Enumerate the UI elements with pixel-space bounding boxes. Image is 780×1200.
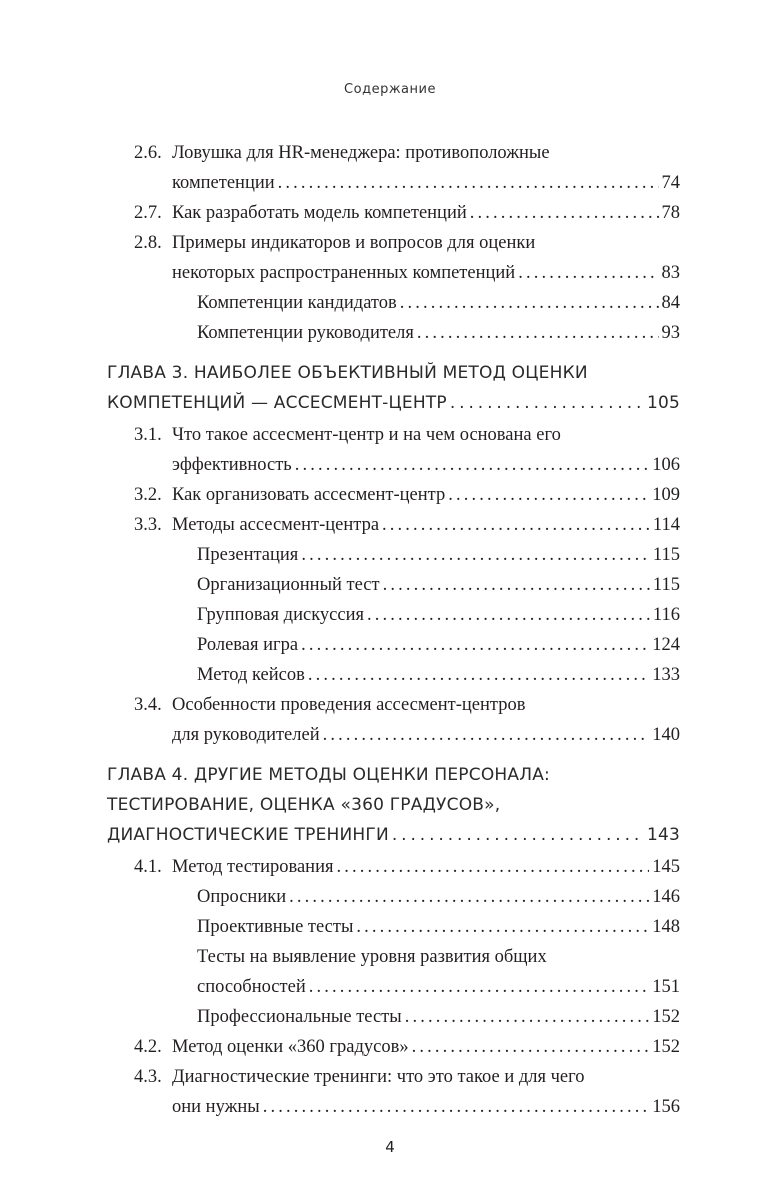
dot-leader: [289, 882, 649, 912]
toc-subsection[interactable]: [0, 288, 780, 318]
toc-section[interactable]: [0, 138, 780, 198]
running-header: Содержание: [344, 82, 436, 97]
section-number: 4.1.: [134, 857, 162, 877]
dot-leader: [309, 972, 650, 1002]
dot-leader: [448, 480, 649, 510]
dot-leader: [278, 168, 659, 198]
toc-chapter[interactable]: [0, 760, 780, 850]
dot-leader: [392, 820, 644, 850]
toc-section[interactable]: [0, 1062, 780, 1122]
section-number: 3.3.: [134, 515, 162, 535]
entry-page-number: 140: [652, 725, 680, 745]
dot-leader: [336, 852, 649, 882]
entry-page-number: 148: [652, 917, 680, 937]
dot-leader: [301, 630, 649, 660]
dot-leader: [450, 388, 644, 418]
dot-leader: [400, 288, 659, 318]
entry-title: Метод тестирования: [172, 857, 334, 877]
toc-subsection[interactable]: [0, 942, 780, 1002]
entry-page-number: 145: [652, 857, 680, 877]
dot-leader: [295, 450, 650, 480]
entry-title: Презентация: [197, 545, 299, 565]
dot-leader: [417, 318, 659, 348]
entry-title: Метод оценки «360 градусов»: [172, 1037, 409, 1057]
entry-page-number: 74: [661, 173, 680, 193]
toc-subsection[interactable]: [0, 1002, 780, 1032]
entry-title: способностей: [197, 977, 306, 997]
entry-title: Компетенции кандидатов: [197, 293, 397, 313]
dot-leader: [356, 912, 649, 942]
dot-leader: [383, 570, 650, 600]
entry-title: Организационный тест: [197, 575, 380, 595]
toc-subsection[interactable]: [0, 912, 780, 942]
dot-leader: [518, 258, 658, 288]
entry-page-number: 151: [652, 977, 680, 997]
entry-page-number: 152: [652, 1037, 680, 1057]
toc-subsection[interactable]: [0, 540, 780, 570]
entry-page-number: 78: [661, 203, 680, 223]
toc-subsection[interactable]: [0, 882, 780, 912]
toc-section[interactable]: [0, 198, 780, 228]
toc-subsection[interactable]: [0, 600, 780, 630]
entry-title: Опросники: [197, 887, 287, 907]
entry-title: эффективность: [172, 455, 292, 475]
entry-title: Как организовать ассесмент-центр: [172, 485, 446, 505]
dot-leader: [301, 540, 650, 570]
entry-page-number: 114: [652, 515, 680, 535]
section-number: 4.3.: [134, 1067, 162, 1087]
dot-leader: [263, 1092, 650, 1122]
entry-page-number: 106: [652, 455, 680, 475]
entry-page-number: 83: [661, 263, 680, 283]
toc-section[interactable]: [0, 420, 780, 480]
entry-page-number: 115: [652, 575, 680, 595]
entry-title: Что такое ассесмент-центр и на чем основана его: [172, 425, 561, 445]
entry-title: КОМПЕТЕНЦИЙ — АССЕСМЕНТ-ЦЕНТР: [107, 393, 447, 413]
toc-subsection[interactable]: [0, 570, 780, 600]
entry-title: ГЛАВА 4. ДРУГИЕ МЕТОДЫ ОЦЕНКИ ПЕРСОНАЛА:: [107, 765, 550, 785]
dot-leader: [382, 510, 650, 540]
toc-section[interactable]: [0, 510, 780, 540]
entry-title: Как разработать модель компетенций: [172, 203, 467, 223]
toc-section[interactable]: [0, 690, 780, 750]
entry-title: ДИАГНОСТИЧЕСКИЕ ТРЕНИНГИ: [107, 825, 389, 845]
section-number: 4.2.: [134, 1037, 162, 1057]
entry-title: Профессиональные тесты: [197, 1007, 402, 1027]
entry-title: Ролевая игра: [197, 635, 299, 655]
entry-title: компетенции: [172, 173, 275, 193]
dot-leader: [470, 198, 659, 228]
entry-title: Проективные тесты: [197, 917, 354, 937]
entry-title: ТЕСТИРОВАНИЕ, ОЦЕНКА «360 ГРАДУСОВ»,: [107, 795, 501, 815]
entry-page-number: 124: [652, 635, 680, 655]
entry-page-number: 143: [646, 825, 680, 845]
section-number: 3.4.: [134, 695, 162, 715]
dot-leader: [412, 1032, 650, 1062]
entry-page-number: 115: [652, 545, 680, 565]
entry-title: Диагностические тренинги: что это такое и для чего: [172, 1067, 585, 1087]
page-number: 4: [385, 1138, 395, 1156]
entry-page-number: 152: [652, 1007, 680, 1027]
entry-title: некоторых распространенных компетенций: [172, 263, 516, 283]
dot-leader: [308, 660, 649, 690]
entry-page-number: 109: [652, 485, 680, 505]
toc-section[interactable]: [0, 852, 780, 882]
entry-title: они нужны: [172, 1097, 260, 1117]
toc-subsection[interactable]: [0, 318, 780, 348]
entry-page-number: 93: [661, 323, 680, 343]
entry-page-number: 146: [652, 887, 680, 907]
entry-page-number: 156: [652, 1097, 680, 1117]
section-number: 3.2.: [134, 485, 162, 505]
entry-title: Компетенции руководителя: [197, 323, 414, 343]
entry-title: Ловушка для HR-менеджера: противоположные: [172, 143, 550, 163]
toc-section[interactable]: [0, 1032, 780, 1062]
entry-title: Методы ассесмент-центра: [172, 515, 380, 535]
toc-subsection[interactable]: [0, 630, 780, 660]
entry-page-number: 116: [652, 605, 680, 625]
entry-title: ГЛАВА 3. НАИБОЛЕЕ ОБЪЕКТИВНЫЙ МЕТОД ОЦЕНКИ: [107, 363, 588, 383]
section-number: 2.6.: [134, 143, 162, 163]
entry-page-number: 105: [646, 393, 680, 413]
entry-page-number: 84: [661, 293, 680, 313]
toc-subsection[interactable]: [0, 660, 780, 690]
dot-leader: [405, 1002, 650, 1032]
toc-chapter[interactable]: [0, 358, 780, 418]
entry-title: Метод кейсов: [197, 665, 305, 685]
entry-page-number: 133: [652, 665, 680, 685]
entry-title: Групповая дискуссия: [197, 605, 365, 625]
toc-section[interactable]: [0, 228, 780, 288]
entry-title: Особенности проведения ассесмент-центров: [172, 695, 526, 715]
table-of-contents: [0, 138, 780, 1122]
dot-leader: [323, 720, 650, 750]
entry-title: для руководителей: [172, 725, 320, 745]
entry-title: Примеры индикаторов и вопросов для оценки: [172, 233, 536, 253]
section-number: 2.7.: [134, 203, 162, 223]
section-number: 3.1.: [134, 425, 162, 445]
entry-title: Тесты на выявление уровня развития общих: [197, 947, 547, 967]
section-number: 2.8.: [134, 233, 162, 253]
dot-leader: [367, 600, 650, 630]
toc-section[interactable]: [0, 480, 780, 510]
